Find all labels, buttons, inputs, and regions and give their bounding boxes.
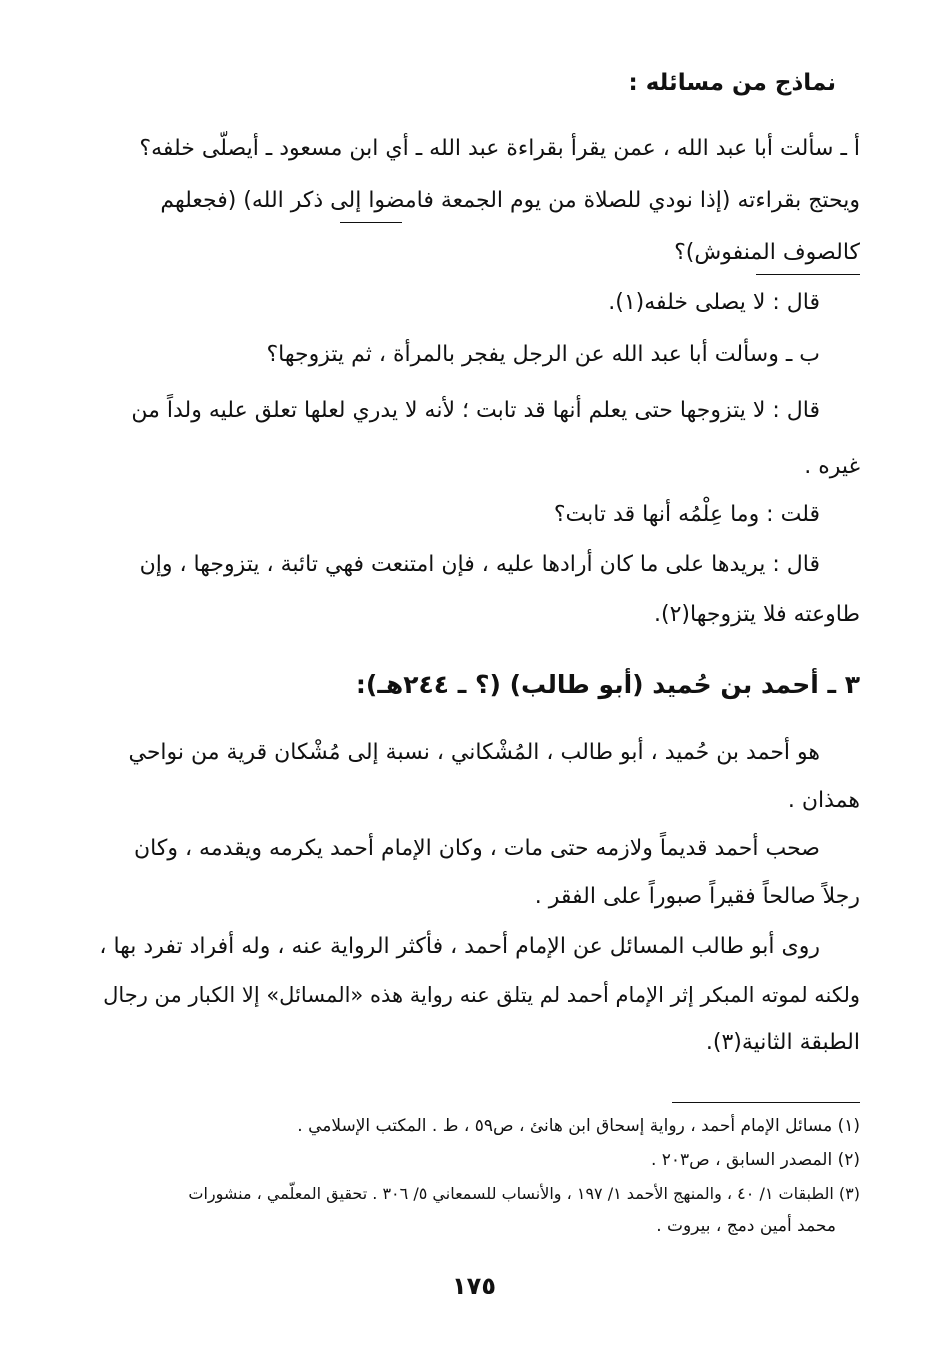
- body-line: همذان .: [787, 788, 860, 813]
- section-title: ٣ ـ أحمد بن حُميد (أبو طالب) (؟ ـ ٢٤٤هـ):: [355, 670, 860, 699]
- quran-underline: [756, 274, 860, 275]
- body-line: غيره .: [804, 454, 860, 479]
- quran-underline: [340, 222, 402, 223]
- page-number: ١٧٥: [452, 1272, 496, 1300]
- body-line: هو أحمد بن حُميد ، أبو طالب ، المُشْكاني ، نسبة إلى مُشْكان قرية من نواحي: [128, 740, 820, 765]
- body-line: روى أبو طالب المسائل عن الإمام أحمد ، فأكثر الرواية عنه ، وله أفراد تفرد بها ،: [99, 934, 820, 959]
- body-line: كالصوف المنفوش)؟: [674, 240, 860, 265]
- body-line: قلت : وما عِلْمُه أنها قد تابت؟: [553, 502, 820, 527]
- body-line: قال : لا يتزوجها حتى يعلم أنها قد تابت ؛ لأنه لا يدري لعلها تعلق عليه ولداً من: [131, 398, 820, 423]
- body-line: رجلاً صالحاً فقيراً صبوراً على الفقر .: [534, 884, 860, 909]
- footnote: (٣) الطبقات ١/ ٤٠ ، والمنهج الأحمد ١/ ١٩٧ ، والأنساب للسمعاني ٥/ ٣٠٦ . تحقيق المعلّمي ، منشورات: [188, 1184, 860, 1203]
- body-line: ويحتج بقراءته (إذا نودي للصلاة من يوم الجمعة فامضوا إلى ذكر الله) (فجعلهم: [160, 188, 860, 213]
- body-line: ب ـ وسألت أبا عبد الله عن الرجل يفجر بالمرأة ، ثم يتزوجها؟: [266, 342, 820, 367]
- body-line: صحب أحمد قديماً ولازمه حتى مات ، وكان الإمام أحمد يكرمه ويقدمه ، وكان: [134, 836, 820, 861]
- body-line: قال : لا يصلى خلفه(١).: [608, 290, 820, 315]
- body-line: الطبقة الثانية(٣).: [705, 1030, 860, 1055]
- footnote: (١) مسائل الإمام أحمد ، رواية إسحاق ابن هانئ ، ص٥٩ ، ط . المكتب الإسلامي .: [297, 1116, 860, 1136]
- body-line: ولكنه لموته المبكر إثر الإمام أحمد لم يتلق عنه رواية هذه «المسائل» إلا الكبار من رجال: [103, 983, 860, 1007]
- footnote-divider: [672, 1102, 860, 1103]
- footnote: (٢) المصدر السابق ، ص٢٠٣ .: [650, 1150, 860, 1170]
- body-line: قال : يريدها على ما كان أرادها عليه ، فإن امتنعت فهي تائبة ، يتزوجها ، وإن: [139, 552, 820, 577]
- subsection-heading: نماذج من مسائله :: [628, 70, 836, 96]
- body-line: طاوعته فلا يتزوجها(٢).: [654, 602, 860, 627]
- body-line: أ ـ سألت أبا عبد الله ، عمن يقرأ بقراءة عبد الله ـ أي ابن مسعود ـ أيصلّى خلفه؟: [139, 136, 860, 161]
- footnote: محمد أمين دمج ، بيروت .: [656, 1216, 836, 1236]
